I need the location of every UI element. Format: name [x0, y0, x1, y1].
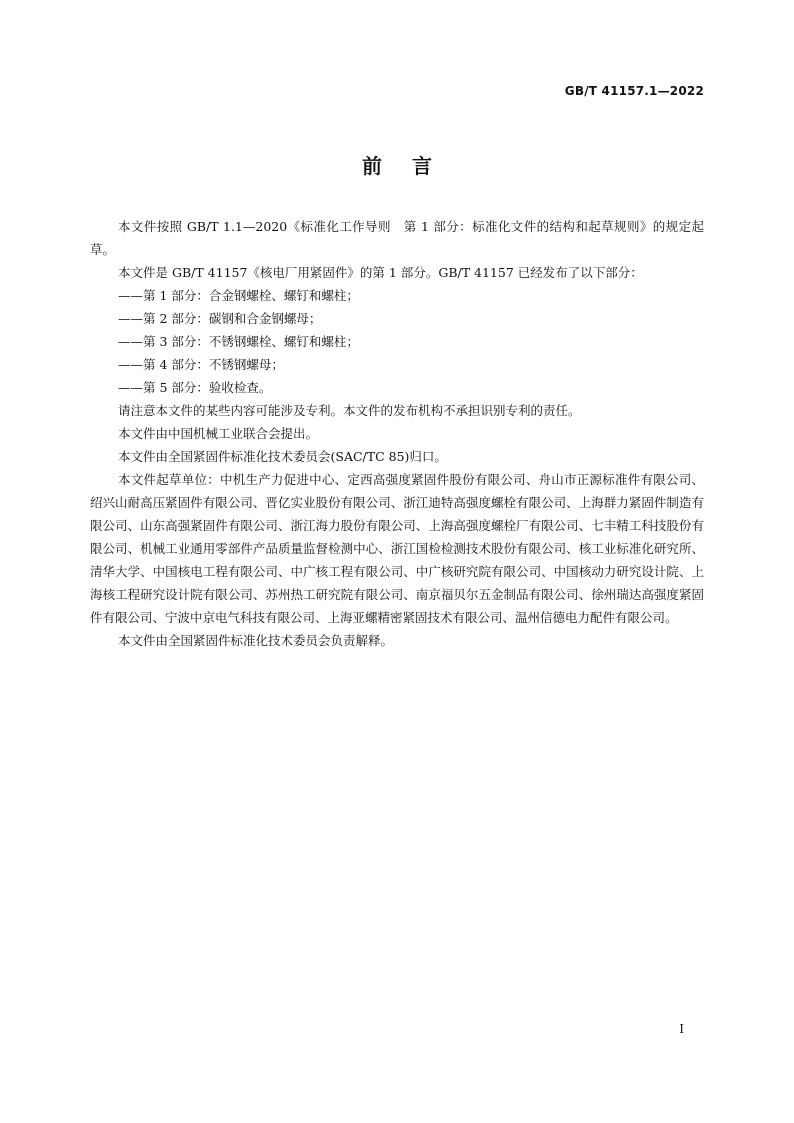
- paragraph-interpretation: 本文件由全国紧固件标准化技术委员会负责解释。: [118, 633, 394, 648]
- list-item-part-1: ——第 1 部分：合金钢螺栓、螺钉和螺柱；: [118, 288, 359, 303]
- list-item-part-4: ——第 4 部分：不锈钢螺母；: [118, 357, 284, 372]
- paragraph-drafting-basis: 本文件按照 GB/T 1.1—2020《标准化工作导则 第 1 部分：标准化文件的结构和起草规则》的规定起草。: [90, 219, 704, 257]
- paragraph-series-intro: 本文件是 GB/T 41157《核电厂用紧固件》的第 1 部分。GB/T 41157 已经发布了以下部分：: [118, 265, 643, 280]
- standard-code: GB/T 41157.1—2022: [564, 84, 704, 98]
- page-title: 前言: [362, 154, 462, 178]
- list-item-part-5: ——第 5 部分：验收检查。: [118, 380, 272, 395]
- list-item-part-2: ——第 2 部分：碳钢和合金钢螺母；: [118, 311, 322, 326]
- paragraph-patent-notice: 请注意本文件的某些内容可能涉及专利。本文件的发布机构不承担识别专利的责任。: [118, 403, 581, 418]
- paragraph-drafting-units: 本文件起草单位：中机生产力促进中心、定西高强度紧固件股份有限公司、舟山市正源标准件有限公司、绍兴山耐高压紧固件有限公司、晋亿实业股份有限公司、浙江迪特高强度螺栓有限公司、上海群力紧固件制造有限公司、山东高强紧固件有限公司、浙江海力股份有限公司、上海高强度螺栓厂有限公司、七丰精工科技股份有限公司、机械工业通用零部件产品质量监督检测中心、浙江国检检测技术股份有限公司、核工业标准化研究所、清华大学、中国核电工程有限公司、中广核工程有限公司、中广核研究院有限公司、中国核动力研究设计院、上海核工程研究设计院有限公司、苏州热工研究院有限公司、南京福贝尔五金制品有限公司、徐州瑞达高强度紧固件有限公司、宁波中京电气科技有限公司、上海亚螺精密紧固技术有限公司、温州信德电力配件有限公司。: [90, 472, 704, 625]
- page-number: I: [679, 1022, 684, 1036]
- paragraph-centralized-by: 本文件由全国紧固件标准化技术委员会(SAC/TC 85)归口。: [118, 449, 447, 464]
- paragraph-proposer: 本文件由中国机械工业联合会提出。: [118, 426, 319, 441]
- document-body: [90, 215, 704, 652]
- list-item-part-3: ——第 3 部分：不锈钢螺栓、螺钉和螺柱；: [118, 334, 359, 349]
